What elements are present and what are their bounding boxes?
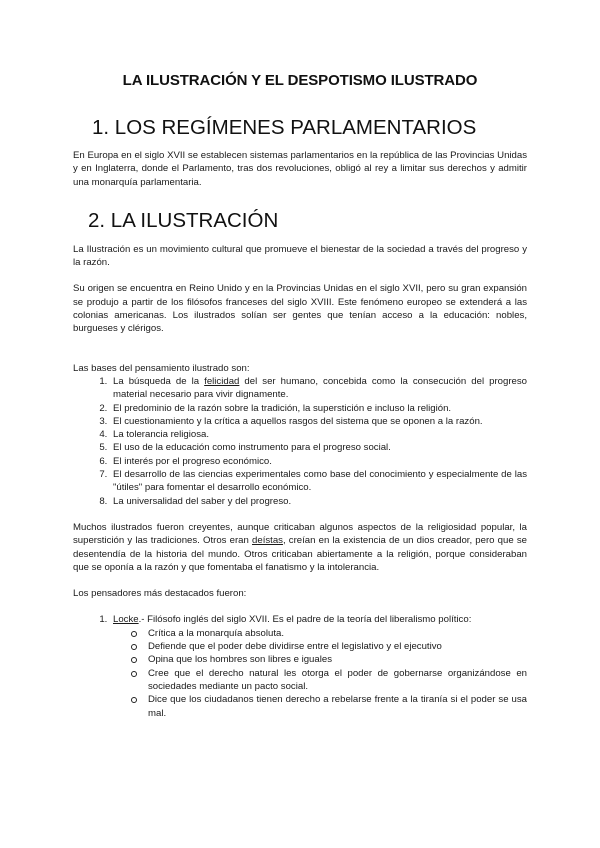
sub-list-item: Opina que los hombres son libres e iguales: [148, 653, 527, 666]
paragraph-religion: Muchos ilustrados fueron creyentes, aunque criticaban algunos aspectos de la religiosidad popular, la superstición y las tradiciones. Otros eran deístas, creían en la existencia de un dios creador, pero que se desentendía de la historia del mundo. Otros criticaban abiertamente a la religión, porque consideraban que se oponía a la razón y que fomentaba el fanatismo y la intolerancia.: [73, 521, 527, 573]
thinkers-list: [73, 613, 527, 719]
paragraph-origen: Su origen se encuentra en Reino Unido y en la Provincias Unidas en el siglo XVII, pero su gran expansión se produjo a partir de los filósofos franceses del siglo XVIII. Este fenómeno europeo se extenderá a las colonias americanas. Los ilustrados solían ser gentes que tenían acceso a la educación: nobles, burgueses y clérigos.: [73, 283, 527, 335]
page-title: LA ILUSTRACIÓN Y EL DESPOTISMO ILUSTRADO: [122, 72, 478, 89]
list-item: 5. El uso de la educación como instrumento para el progreso social.: [110, 441, 527, 454]
sub-list-item: Cree que el derecho natural les otorga el poder de gobernarse organizándose en sociedades mediante un pacto social.: [148, 667, 527, 692]
list-item: 1. La búsqueda de la felicidad del ser humano, concebida como la consecución del progreso material necesario para vivir dignamente.: [110, 375, 527, 402]
sub-list-item: Defiende que el poder debe dividirse entre el legislativo y el ejecutivo: [148, 640, 527, 653]
paragraph-definicion: La Ilustración es un movimiento cultural que promueve el bienestar de la sociedad a través del progreso y la razón.: [73, 243, 527, 269]
underlined-term: deístas: [252, 535, 283, 547]
paragraph-parlamentarios: En Europa en el siglo XVII se establecen sistemas parlamentarios en la república de las Provincias Unidas y en Inglaterra, donde el Parlamento, tras dos revoluciones, obligó al rey a limitar sus derechos y admitir una monarquía parlamentaria.: [73, 150, 527, 188]
section-heading-ilustracion: 2. LA ILUSTRACIÓN: [88, 208, 279, 232]
list-item: 1. Locke.- Filósofo inglés del siglo XVII. Es el padre de la teoría del liberalismo político: Crítica a la monarquía absoluta. Defiende que el poder debe dividirse entre el legislativo y el ejecutivo Opina que los hombres son libres e iguales Cree que el derecho natural les otorga el poder de gobernarse organizándose en sociedades mediante un pacto social. Dice que los ciudadanos tienen derecho a rebelarse frente a la tiranía si el poder se usa mal.: [110, 613, 527, 719]
thinker-name: Locke: [113, 614, 139, 626]
bases-intro: Las bases del pensamiento ilustrado son:: [73, 362, 250, 374]
list-item: 4. La tolerancia religiosa.: [110, 428, 527, 441]
underlined-term: felicidad: [204, 375, 240, 387]
list-item: 6. El interés por el progreso económico.: [110, 455, 527, 468]
list-item: 2. El predominio de la razón sobre la tradición, la superstición e incluso la religión.: [110, 402, 527, 415]
thinkers-intro: Los pensadores más destacados fueron:: [73, 588, 247, 600]
list-item: 8. La universalidad del saber y del progreso.: [110, 495, 527, 508]
section-heading-parlamentarios: 1. LOS REGÍMENES PARLAMENTARIOS: [92, 116, 477, 139]
sub-list-item: Dice que los ciudadanos tienen derecho a rebelarse frente a la tiranía si el poder se usa mal.: [148, 694, 527, 719]
sub-list: [113, 627, 527, 720]
sub-list-item: Crítica a la monarquía absoluta.: [148, 627, 527, 640]
bases-list: [73, 375, 527, 508]
list-item: 3. El cuestionamiento y la crítica a aquellos rasgos del sistema que se oponen a la razón.: [110, 415, 527, 428]
list-item: 7. El desarrollo de las ciencias experimentales como base del conocimiento y especialmente de las "útiles" para fomentar el desarrollo económico.: [110, 468, 527, 495]
